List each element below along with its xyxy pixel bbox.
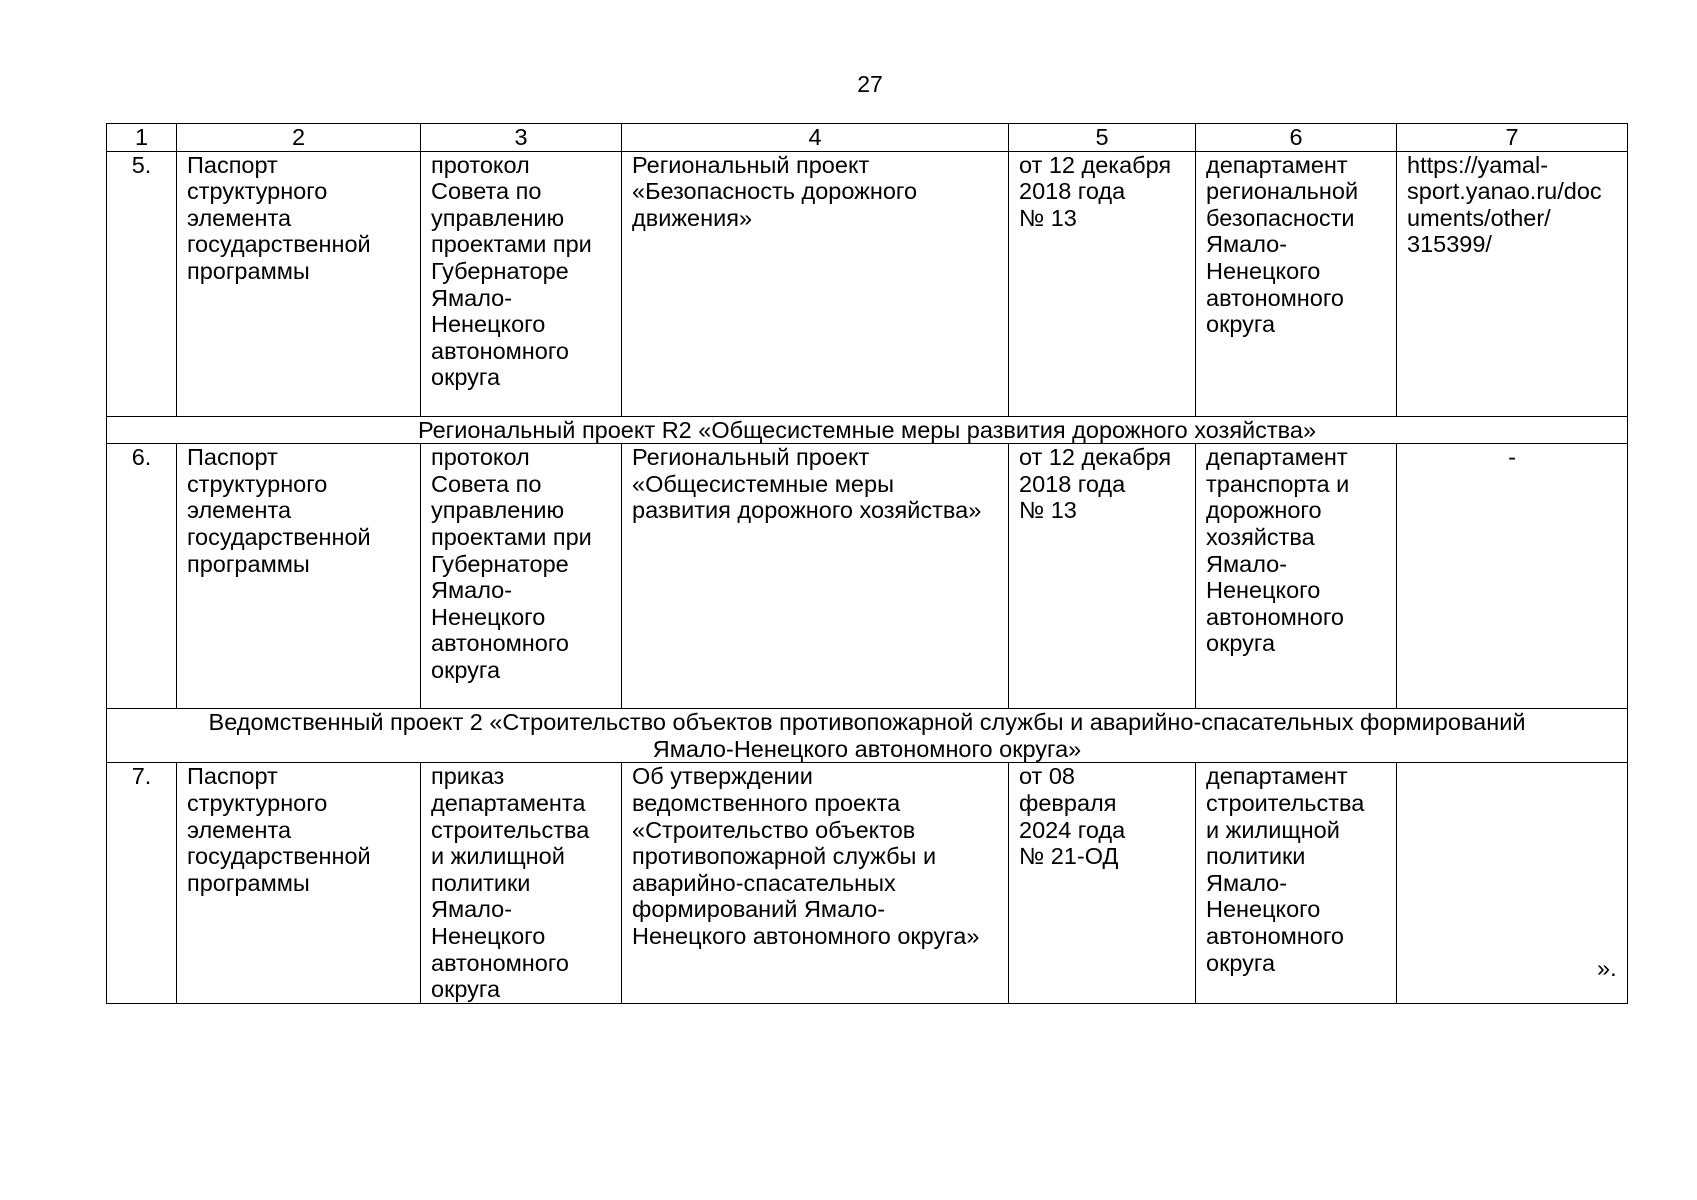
department-cell: департамент транспорта и дорожного хозяйства Ямало- Ненецкого автономного округа: [1196, 444, 1397, 709]
table-row: [107, 444, 1628, 709]
table-header-row: [107, 124, 1628, 152]
documents-table: [106, 123, 1628, 1004]
document-name-cell: Об утверждении ведомственного проекта «Строительство объектов противопожарной службы и аварийно-спасательных формирований Ямало- Ненецкого автономного округа»: [622, 763, 1009, 1003]
section-heading-row: [107, 416, 1628, 444]
table-row: [107, 763, 1628, 1003]
date-cell: от 12 декабря 2018 года № 13: [1009, 444, 1196, 709]
section-heading-row: [107, 709, 1628, 763]
table-row: [107, 151, 1628, 416]
page-number: 27: [857, 71, 883, 97]
column-header: 2: [177, 124, 421, 152]
column-header: 5: [1009, 124, 1196, 152]
date-cell: от 08 февраля 2024 года № 21-ОД: [1009, 763, 1196, 1003]
document-type-cell: Паспорт структурного элемента государственной программы: [177, 444, 421, 709]
document-type-cell: Паспорт структурного элемента государственной программы: [177, 151, 421, 416]
closing-quote-mark: ».: [1597, 955, 1617, 981]
date-cell: от 12 декабря 2018 года № 13: [1009, 151, 1196, 416]
section-heading: Ведомственный проект 2 «Строительство объектов противопожарной службы и аварийно-спасательных формирований Ямало-Ненецкого автономного округа»: [107, 709, 1628, 763]
column-header: 3: [421, 124, 622, 152]
column-header: 4: [622, 124, 1009, 152]
row-number: 7.: [107, 763, 177, 1003]
source-link-cell: [1397, 763, 1628, 1003]
column-header: 6: [1196, 124, 1397, 152]
document-name-cell: Региональный проект «Общесистемные меры развития дорожного хозяйства»: [622, 444, 1009, 709]
column-header: 7: [1397, 124, 1628, 152]
row-number: 5.: [107, 151, 177, 416]
row-number: 6.: [107, 444, 177, 709]
source-link-cell: https://yamal- sport.yanao.ru/doc uments/other/ 315399/: [1397, 151, 1628, 416]
basis-cell: приказ департамента строительства и жилищной политики Ямало- Ненецкого автономного округа: [421, 763, 622, 1003]
department-cell: департамент строительства и жилищной политики Ямало- Ненецкого автономного округа: [1196, 763, 1397, 1003]
basis-cell: протокол Совета по управлению проектами при Губернаторе Ямало- Ненецкого автономного округа: [421, 444, 622, 709]
document-name-cell: Региональный проект «Безопасность дорожного движения»: [622, 151, 1009, 416]
department-cell: департамент региональной безопасности Ямало- Ненецкого автономного округа: [1196, 151, 1397, 416]
basis-cell: протокол Совета по управлению проектами при Губернаторе Ямало- Ненецкого автономного округа: [421, 151, 622, 416]
document-type-cell: Паспорт структурного элемента государственной программы: [177, 763, 421, 1003]
column-header: 1: [107, 124, 177, 152]
section-heading: Региональный проект R2 «Общесистемные меры развития дорожного хозяйства»: [107, 416, 1628, 444]
source-link-cell: -: [1397, 444, 1628, 709]
